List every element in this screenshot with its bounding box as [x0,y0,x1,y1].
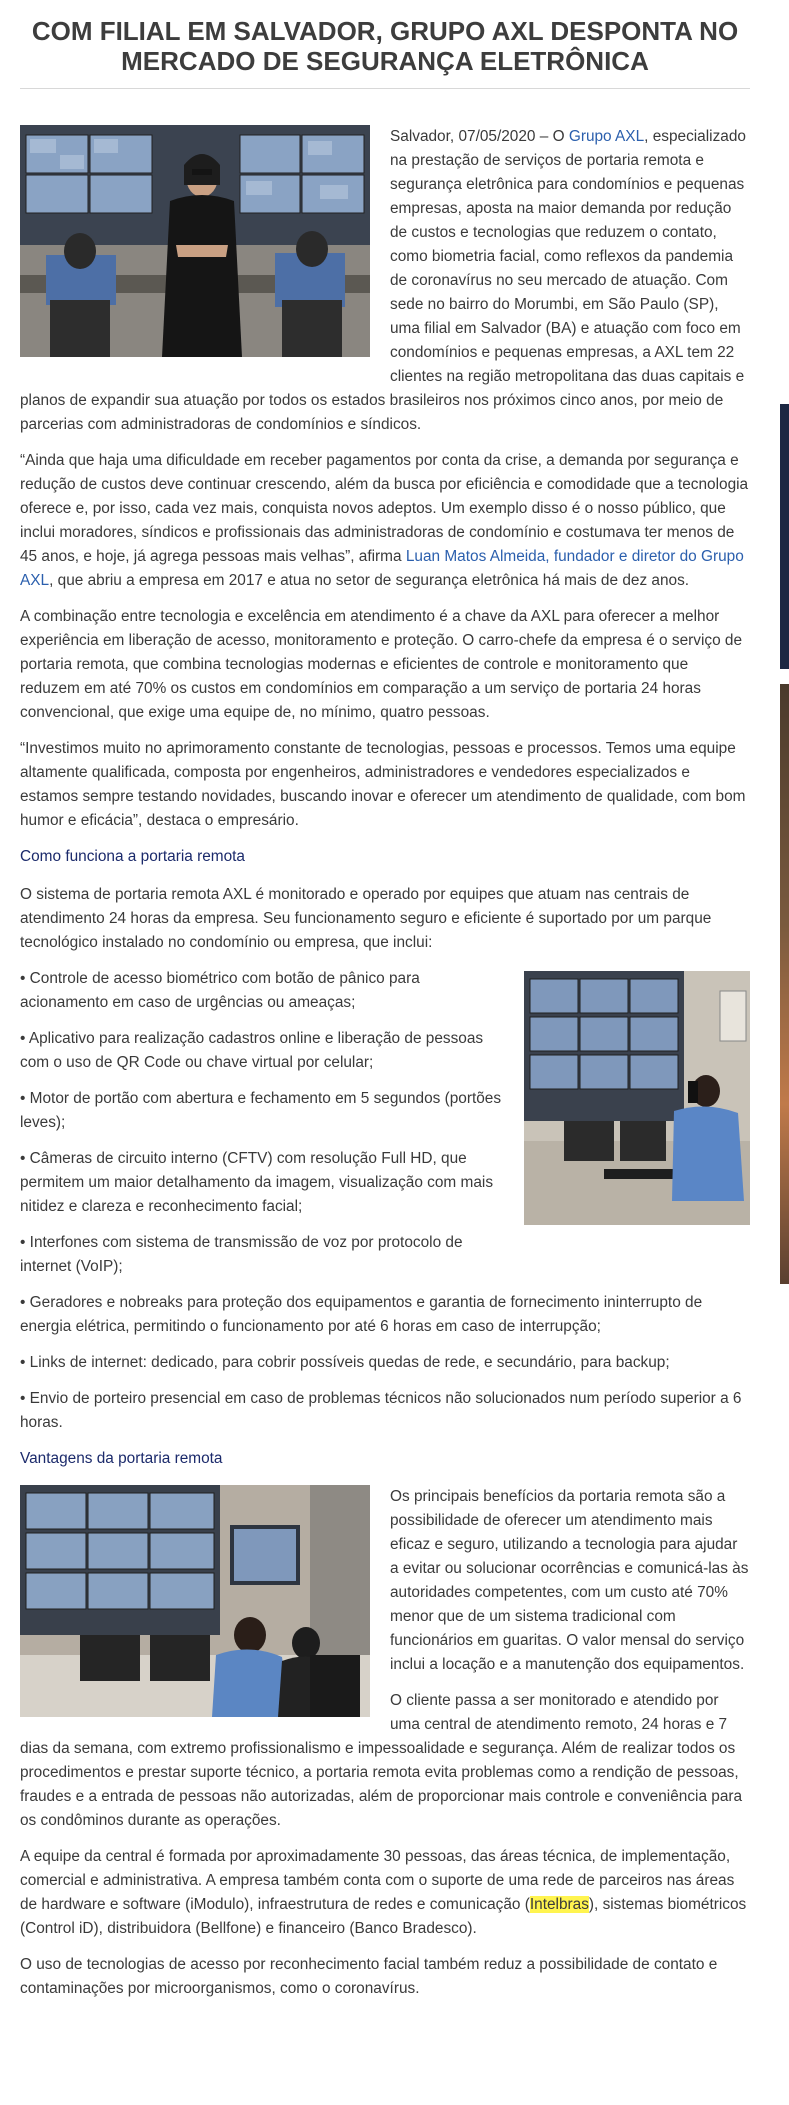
paragraph-2: A combinação entre tecnologia e excelência em atendimento é a chave da AXL para oferecer a melhor experiência em liberação de acesso, monitoramento e proteção. O carro-chefe da empresa é o serviço de portaria remota, que combina tecnologias modernas e eficientes de controle e monitoramento que reduzem em até 70% os custos em condomínios em comparação a um serviço de portaria 24 horas convencional, que exige uma equipe de, no mínimo, quatro pessoas. [20,608,743,721]
section-heading-vantagens: Vantagens da portaria remota [20,1450,223,1467]
section2-paragraph-2: O cliente passa a ser monitorado e atendido por uma central de atendimento remoto, 24 horas e 7 dias da semana, com extremo profissionalismo e impessoalidade e segurança. Além de realizar todos os procedimentos e prestar suporte técnico, a portaria remota evita problemas como a rendição de pessoas, fraudes e a entrada de pessoas não autorizadas, além de proporcionar mais controle e conveniência para os condôminos durante as operações. [20,1692,743,1829]
section-heading-como-funciona: Como funciona a portaria remota [20,848,245,865]
photo-control-room-director [20,125,370,357]
quote1-tail: , que abriu a empresa em 2017 e atua no setor de segurança eletrônica há mais de dez anos. [49,572,690,589]
p3-after: ), sistemas biométricos (Control iD), distribuidora (Bellfone) e financeiro (Banco Bradesco). [20,1896,747,1937]
side-ad-strip-top[interactable] [780,404,789,669]
photo-monitoring-center [20,1485,370,1717]
quote1-text: “Ainda que haja uma dificuldade em receber pagamentos por conta da crise, a demanda por segurança e redução de custos deve continuar crescendo, além da busca por eficiência e comodidade que a tecnologia oferece e, por isso, cada vez mais, conquista novos adeptos. Um exemplo disso é o nosso público, que inclui moradores, síndicos e profissionais das administradoras de condomínio e costumava ter menos de 45 anos, e hoje, já agrega pessoas mais velhas”, afirma [20,452,749,565]
side-ad-strip-bottom[interactable] [780,684,789,1284]
intelbras-highlight: Intelbras [529,1896,589,1913]
section1-intro: O sistema de portaria remota AXL é monitorado e operado por equipes que atuam nas centrais de atendimento 24 horas da empresa. Seu funcionamento seguro e eficiente é suportado por um parque tecnológico instalado no condomínio ou empresa, que inclui: [20,886,712,951]
quote-paragraph-2: “Investimos muito no aprimoramento constante de tecnologias, pessoas e processos. Temos uma equipe altamente qualificada, composta por engenheiros, administradores e vendedores especializados e estamos sempre testando novidades, buscando inovar e oferecer um atendimento de qualidade, com bom humor e eficácia”, destaca o empresário. [20,740,746,829]
article-title: COM FILIAL EM SALVADOR, GRUPO AXL DESPONTA NO MERCADO DE SEGURANÇA ELETRÔNICA [20,16,750,89]
section2-paragraph-3 [20,1845,750,1941]
quote-paragraph-1 [20,449,750,593]
bullet-item: • Controle de acesso biométrico com botão de pânico para acionamento em caso de urgências ou ameaças; [20,970,420,1011]
bullet-item: • Envio de porteiro presencial em caso de problemas técnicos não solucionados num período superior a 6 horas. [20,1390,742,1431]
bullet-item: • Motor de portão com abertura e fechamento em 5 segundos (portões leves); [20,1090,502,1131]
bullet-item: • Câmeras de circuito interno (CFTV) com resolução Full HD, que permitem um maior detalhamento da imagem, visualização com mais nitidez e clareza e reconhecimento facial; [20,1150,494,1215]
bullet-item: • Geradores e nobreaks para proteção dos equipamentos e garantia de fornecimento ininterrupto de energia elétrica, permitindo o funcionamento por até 6 horas em caso de interrupção; [20,1294,703,1335]
p3-before: A equipe da central é formada por aproximadamente 30 pessoas, das áreas técnica, de implementação, comercial e administrativa. A empresa também conta com o suporte de uma rede de parceiros nas áreas de hardware e software (iModulo), infraestrutura de redes e comunicação ( [20,1848,735,1913]
bullet-item: • Links de internet: dedicado, para cobrir possíveis quedas de rede, e secundário, para backup; [20,1354,670,1371]
grupo-axl-link[interactable]: Grupo AXL [568,128,645,145]
intro-rest: , especializado na prestação de serviços de portaria remota e segurança eletrônica para condomínios e pequenas empresas, aposta na maior demanda por redução de custos e tecnologias que reduzem o contato, como biometria facial, como reflexos da pandemia de coronavírus no seu mercado de atuação. Com sede no bairro do Morumbi, em São Paulo (SP), uma filial em Salvador (BA) e atuação com foco em condomínios e pequenas empresas, a AXL tem 22 clientes na região metropolitana das duas capitais e planos de expandir sua atuação por todos os estados brasileiros nos próximos cinco anos, por meio de parcerias com administradoras de condomínios e síndicos. [20,128,746,433]
bullet-item: • Aplicativo para realização cadastros online e liberação de pessoas com o uso de QR Code ou chave virtual por celular; [20,1030,484,1071]
photo-operator-workstation [524,971,750,1225]
bullet-item: • Interfones com sistema de transmissão de voz por protocolo de internet (VoIP); [20,1234,463,1275]
article [20,0,750,2013]
intro-lead: Salvador, 07/05/2020 – O [390,128,569,145]
luan-matos-almeida-link[interactable]: Luan Matos Almeida, fundador e diretor do Grupo AXL [20,548,744,589]
section2-paragraph-4: O uso de tecnologias de acesso por reconhecimento facial também reduz a possibilidade de contato e contaminações por microorganismos, como o coronavírus. [20,1956,718,1997]
section2-paragraph-1: Os principais benefícios da portaria remota são a possibilidade de oferecer um atendimento mais eficaz e seguro, utilizando a tecnologia para ajudar a evitar ou solucionar ocorrências e comunicá-las às autoridades competentes, com um custo até 70% menor que de um sistema tradicional com funcionários em guaritas. O valor mensal do serviço inclui a locação e a manutenção dos equipamentos. [390,1488,749,1673]
